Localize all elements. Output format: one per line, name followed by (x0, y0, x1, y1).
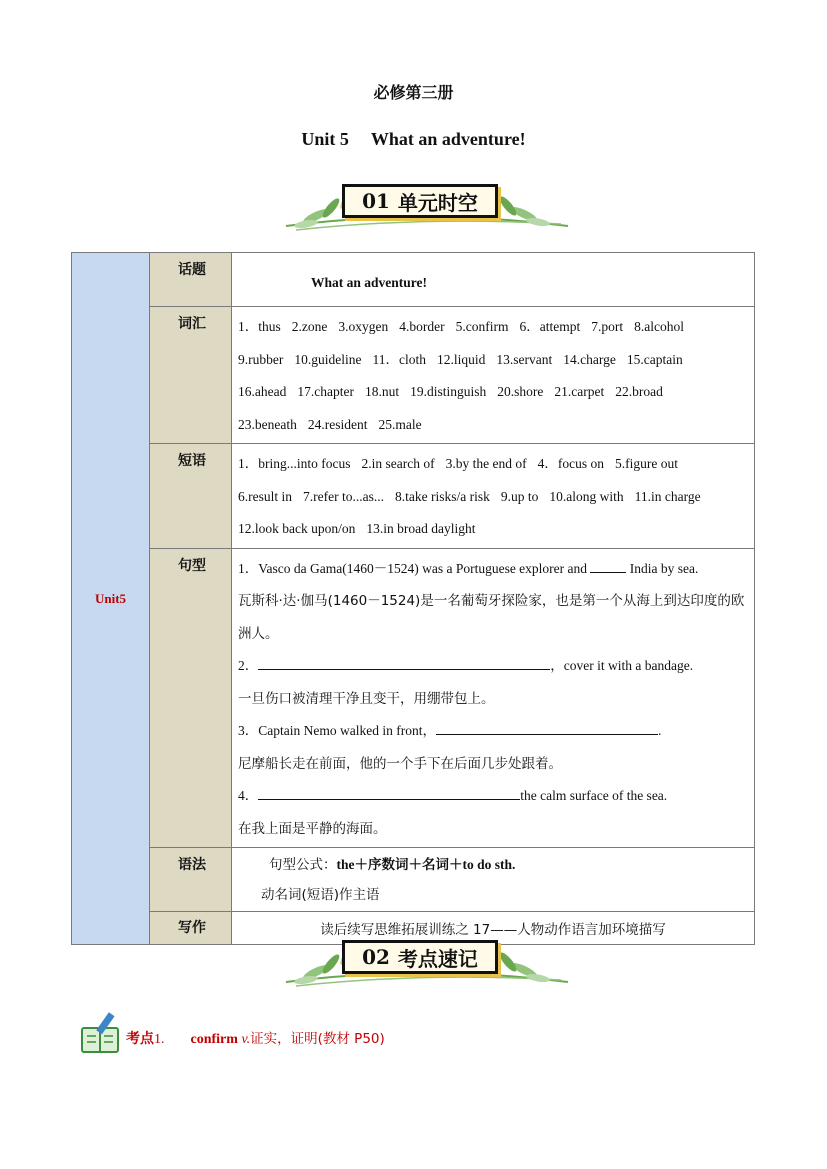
writing-label: 写作 (150, 912, 232, 945)
vocab-label: 词汇 (150, 307, 232, 444)
key-point-label: 考点 (126, 1031, 154, 1047)
blank-3[interactable] (436, 720, 658, 735)
unit-title (0, 129, 827, 150)
sentence-4-en: 4． the calm surface of the sea. (238, 780, 748, 813)
section-banner-2 (276, 936, 576, 998)
blank-2[interactable] (258, 655, 550, 670)
sentence-3-zh: 尼摩船长走在前面，他的一个手下在后面几步处跟着。 (238, 755, 562, 772)
key-point-pos: v. (241, 1032, 251, 1047)
sentence-1-en: 1．Vasco da Gama(1460－1524) was a Portuguese explorer and India by sea. (238, 553, 748, 586)
grammar-label: 语法 (150, 848, 232, 912)
grammar-content: 句型公式：the＋序数词＋名词＋to do sth. 动名词(短语)作主语 (232, 848, 755, 912)
sentence-2-zh: 一旦伤口被清理干净且变干，用绷带包上。 (238, 690, 495, 707)
unit-name: What an adventure! (370, 129, 526, 149)
vocab-content: 1．thus 2.zone 3.oxygen 4.border 5.confirm 6．attempt 7.port 8.alcohol 9.rubber 10.guideline 11．cloth 12.liquid 13.servant 14.charge 15.captain 16.ahead 17.chapter 18.nut 19.distinguish 20.shore 21.carpet 22.broad 23.beneath 24.resident 25.male (232, 307, 755, 444)
unit-number: Unit 5 (301, 129, 349, 149)
blank-1[interactable] (590, 558, 626, 573)
key-point-word: confirm (190, 1032, 238, 1047)
blank-4[interactable] (258, 785, 520, 800)
section-plate-2: 02 考点速记 (342, 940, 498, 974)
key-point-number: 1. (154, 1032, 165, 1047)
book-title: 必修第三册 (373, 83, 454, 102)
sentence-4-zh: 在我上面是平静的海面。 (238, 820, 387, 837)
sentences-content (232, 548, 755, 848)
section-plate-1: 01 单元时空 (342, 184, 498, 218)
book-pen-icon (80, 1012, 122, 1054)
topic-content: What an adventure! (232, 253, 755, 307)
sentences-label: 句型 (150, 548, 232, 848)
section-banner-1 (276, 180, 576, 242)
writing-content: 读后续写思维拓展训练之 17——人物动作语言加环境描写 (232, 912, 755, 945)
phrases-label: 短语 (150, 444, 232, 549)
sentence-3-en: 3．Captain Nemo walked in front， . (238, 715, 748, 748)
sentence-1-zh: 瓦斯科·达·伽马(1460－1524)是一名葡萄牙探险家，也是第一个从海上到达印度的欧洲人。 (238, 593, 745, 642)
sentence-2-en: 2． ，cover it with a bandage. (238, 650, 748, 683)
phrases-content: 1．bring...into focus 2.in search of 3.by the end of 4．focus on 5.figure out 6.result in 7.refer to...as... 8.take risks/a risk 9.up to 10.along with 11.in charge 12.look back upon/on 13.in broad daylight (232, 444, 755, 549)
unit-label-cell: Unit5 (72, 253, 150, 945)
key-point-definition: 证实，证明(教材 P50) (250, 1031, 385, 1047)
unit-overview-table (71, 252, 755, 945)
topic-label: 话题 (150, 253, 232, 307)
key-point-1 (80, 1010, 500, 1055)
